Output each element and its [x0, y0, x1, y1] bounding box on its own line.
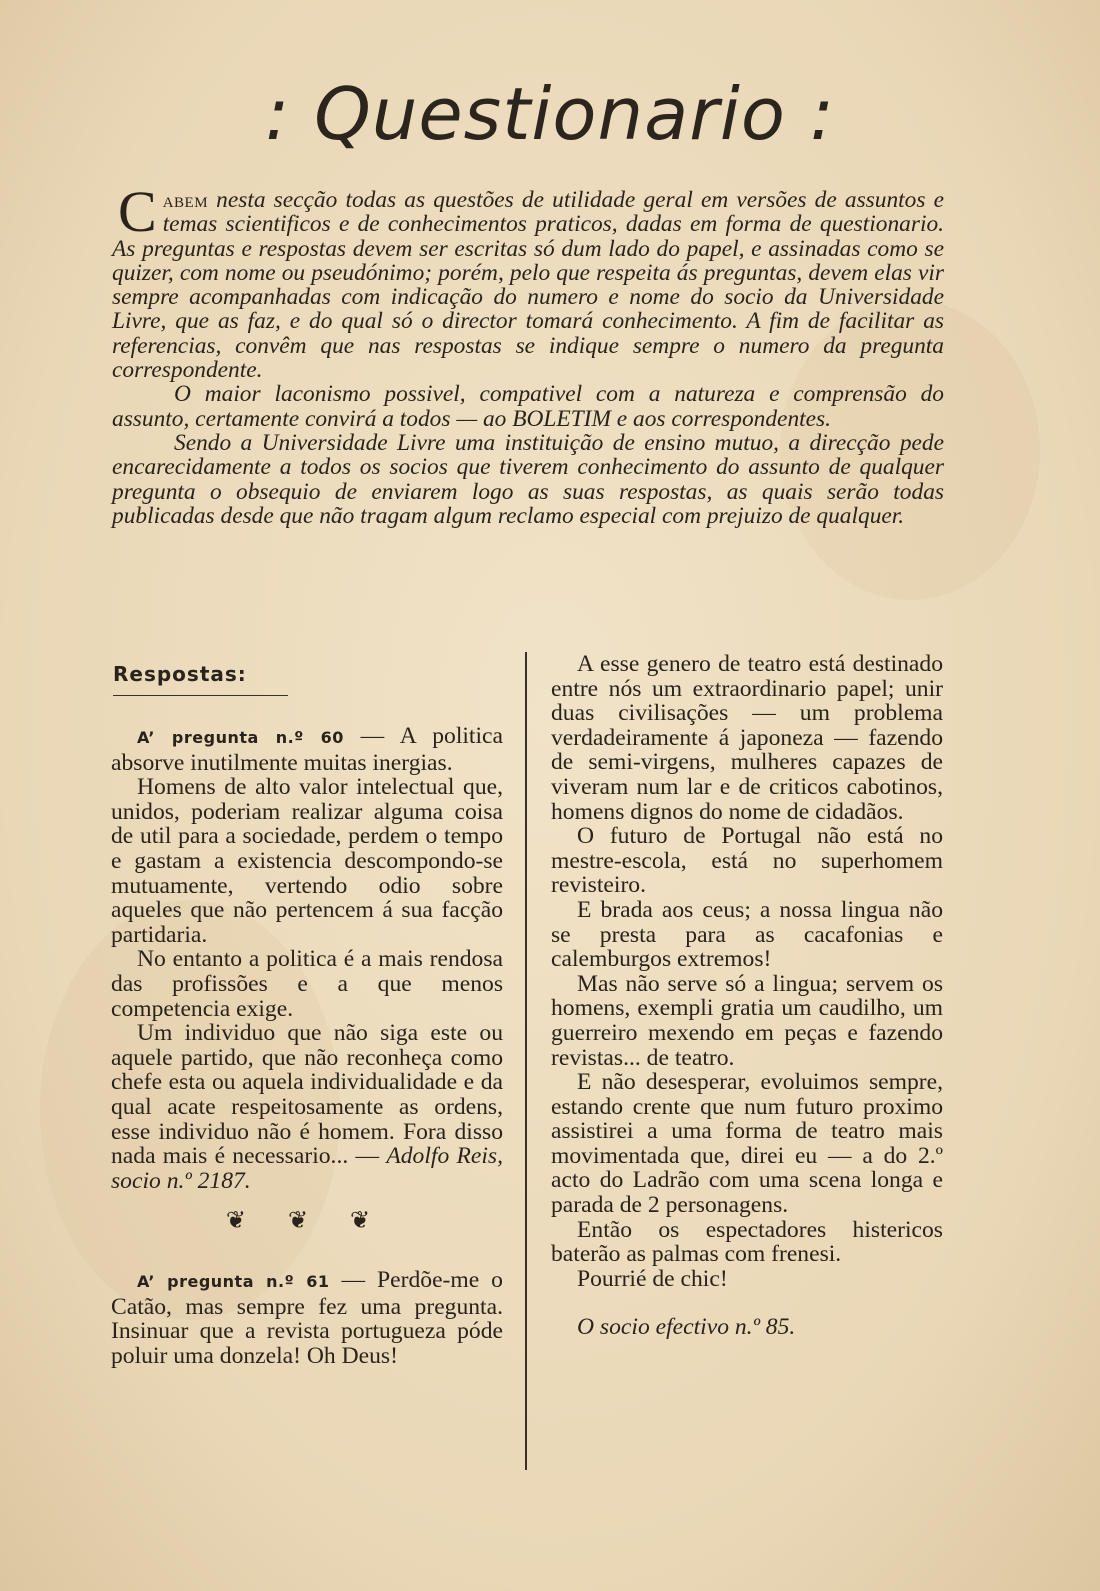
right-signature: O socio efectivo n.º 85. [577, 1314, 796, 1341]
answer-60-label: A’ pregunta n.º 60 [137, 728, 344, 748]
right-paragraph-5: E não desesperar, evoluimos sempre, estando crente que num futuro proximo assistirei a uma forma de teatro mais movimentada que, direi eu — a do 2.º acto do Ladrão com uma scena longa e parada de 2 personagens. [551, 1069, 943, 1219]
answer-60-paragraph-4 [111, 1021, 503, 1193]
drop-cap: C [118, 179, 157, 244]
intro-paragraph-2: O maior laconismo possivel, compativel com a natureza e comprensão do assunto, certamente convirá a todos — ao BOLETIM e aos correspondentes. [112, 381, 944, 432]
column-divider [525, 652, 527, 1470]
answer-61-label: A’ pregunta n.º 61 [137, 1271, 330, 1291]
right-column [551, 652, 943, 1340]
intro-paragraph-1-text: nesta secção todas as questões de utilidade geral em versões de assuntos e temas scientificos e de conhecimentos praticos, dadas em forma de questionario. As preguntas e respostas devem ser escritas só dum lado do papel, e assinadas como se quizer, com nome ou pseudónimo; porém, pelo que respeita ás preguntas, devem elas vir sempre acompanhadas com indicação do numero e nome do socio da Universidade Livre, que as faz, e do qual só o director tomará conhecimento. A fim de facilitar as referencias, convêm que nas respostas se indique sempre o numero da pregunta correspondente. [112, 187, 944, 384]
intro-lead-smallcaps: abem [162, 188, 209, 212]
answer-60-paragraph-2: Homens de alto valor intelectual que, unidos, poderiam realizar alguma coisa de util para a sociedade, perdem o tempo e gastam a existencia descompondo-se mutuamente, vertendo odio sobre aqueles que não pertencem á sua facção partidaria. [111, 774, 503, 948]
right-paragraph-2: O futuro de Portugal não está no mestre-escola, está no superhomem revisteiro. [551, 823, 943, 899]
right-paragraph-4: Mas não serve só a lingua; servem os homens, exempli gratia um caudilho, um guerreiro mexendo em peças e fazendo revistas... de teatro. [551, 970, 943, 1071]
section-ornament: ❦ ❦ ❦ [225, 1208, 389, 1235]
right-paragraph-1: A esse genero de teatro está destinado entre nós um extraordinario papel; unir duas civilisações — um problema verdadeiramente á japoneza — fazendo de semi-virgens, mulheres capazes de viveram num lar e de criticos cabotinos, homens dignos do nome de cidadãos. [551, 651, 943, 825]
answer-60-text: — A politica absorve inutilmente muitas inergias. [111, 723, 503, 776]
answer-60-signature: Adolfo Reis, socio n.º 2187. [111, 1143, 503, 1194]
left-column [111, 652, 503, 1368]
answer-61-paragraph-1 [111, 1268, 503, 1368]
answer-60-paragraph-3: No entanto a politica é a mais rendosa das profissões e a que menos competencia exige. [111, 946, 503, 1022]
answer-60-paragraph-1 [111, 724, 503, 775]
right-paragraph-7: Pourrié de chic! [577, 1265, 728, 1292]
intro-paragraph-3: Sendo a Universidade Livre uma instituição de ensino mutuo, a direcção pede encarecidamente a todos os socios que tiverem conhecimento do assunto de qualquer pregunta o obsequio de enviarem logo as suas respostas, as quais serão todas publicadas desde que não tragam algum reclamo especial com prejuizo de qualquer. [112, 429, 944, 529]
intro-text [112, 179, 944, 529]
answer-60-closing-text: Um individuo que não siga este ou aquele partido, que não reconheça como chefe esta ou aquela individualidade e da qual acate respeitosamente as ordens, esse individuo não é homem. Fora disso nada mais é necessario... — [111, 1020, 503, 1170]
page-title: : Questionario : [264, 72, 836, 156]
heading-rule [113, 695, 288, 697]
right-paragraph-3: E brada aos ceus; a nossa lingua não se presta para as cacafonias e calemburgos extremos! [551, 896, 943, 973]
right-paragraph-6: Então os espectadores histericos baterão as palmas com frenesi. [551, 1216, 943, 1268]
intro-paragraph-1 [112, 179, 944, 384]
respostas-heading: Respostas: [113, 662, 247, 686]
answer-61-text: — Perdõe-me o Catão, mas sempre fez uma pregunta. Insinuar que a revista portugueza póde poluir uma donzela! Oh Deus! [111, 1266, 503, 1369]
